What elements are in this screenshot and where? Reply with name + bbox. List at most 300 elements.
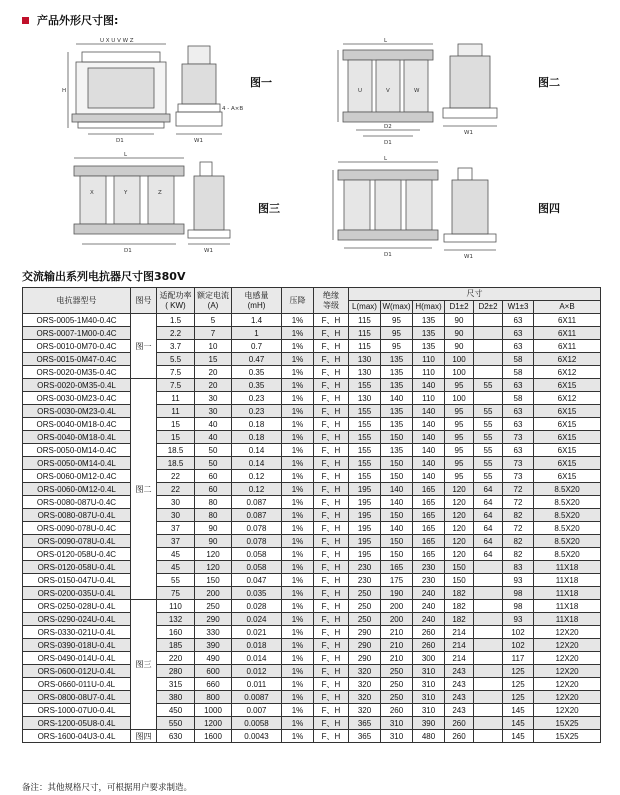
cell-power: 55	[157, 574, 195, 587]
cell-w-max: 260	[381, 704, 413, 717]
cell-voltage-drop: 1%	[282, 353, 314, 366]
cell-power: 1.5	[157, 314, 195, 327]
table-title: 交流输出系列电抗器尺寸图380V	[22, 270, 186, 283]
figure4-side-view	[444, 168, 496, 250]
cell-insulation: F、H	[314, 392, 349, 405]
header-inductance: 电感量 (mH)	[232, 288, 282, 314]
cell-w1: 73	[503, 470, 534, 483]
cell-w1: 63	[503, 418, 534, 431]
cell-h-max: 110	[413, 392, 445, 405]
cell-current: 90	[195, 535, 232, 548]
cell-w-max: 150	[381, 431, 413, 444]
cell-insulation: F、H	[314, 548, 349, 561]
cell-insulation: F、H	[314, 418, 349, 431]
cell-current: 5	[195, 314, 232, 327]
cell-insulation: F、H	[314, 366, 349, 379]
cell-w1: 63	[503, 340, 534, 353]
cell-d2	[474, 730, 503, 743]
cell-voltage-drop: 1%	[282, 535, 314, 548]
cell-w-max: 250	[381, 678, 413, 691]
cell-w-max: 95	[381, 314, 413, 327]
cell-d1: 95	[445, 379, 474, 392]
cell-w-max: 210	[381, 626, 413, 639]
cell-h-max: 135	[413, 340, 445, 353]
cell-model: ORS-0800-08U7-0.4L	[23, 691, 131, 704]
cell-voltage-drop: 1%	[282, 327, 314, 340]
cell-current: 120	[195, 548, 232, 561]
cell-model: ORS-0040-0M18-0.4C	[23, 418, 131, 431]
cell-power: 22	[157, 470, 195, 483]
cell-w1: 58	[503, 366, 534, 379]
cell-l-max: 365	[349, 717, 381, 730]
cell-insulation: F、H	[314, 522, 349, 535]
figure-cell: 图一	[131, 314, 157, 379]
dim-l-fig2: L	[384, 38, 388, 44]
cell-voltage-drop: 1%	[282, 509, 314, 522]
cell-insulation: F、H	[314, 574, 349, 587]
cell-d2	[474, 665, 503, 678]
cell-current: 80	[195, 509, 232, 522]
cell-d2: 55	[474, 379, 503, 392]
cell-model: ORS-0660-011U-0.4L	[23, 678, 131, 691]
cell-power: 2.2	[157, 327, 195, 340]
cell-voltage-drop: 1%	[282, 600, 314, 613]
terminal-z: Z	[158, 190, 162, 196]
cell-power: 280	[157, 665, 195, 678]
cell-inductance: 0.014	[232, 652, 282, 665]
cell-h-max: 165	[413, 535, 445, 548]
cell-l-max: 155	[349, 444, 381, 457]
cell-axb: 8.5X20	[534, 496, 601, 509]
cell-d2: 55	[474, 405, 503, 418]
cell-h-max: 135	[413, 327, 445, 340]
cell-d2	[474, 587, 503, 600]
cell-w-max: 150	[381, 457, 413, 470]
cell-insulation: F、H	[314, 483, 349, 496]
cell-w1: 63	[503, 379, 534, 392]
cell-d1: 182	[445, 613, 474, 626]
table-row	[23, 691, 601, 704]
cell-h-max: 260	[413, 639, 445, 652]
cell-h-max: 240	[413, 587, 445, 600]
cell-insulation: F、H	[314, 691, 349, 704]
cell-voltage-drop: 1%	[282, 548, 314, 561]
cell-w1: 145	[503, 730, 534, 743]
cell-w-max: 250	[381, 691, 413, 704]
cell-power: 160	[157, 626, 195, 639]
cell-l-max: 195	[349, 522, 381, 535]
cell-axb: 12X20	[534, 626, 601, 639]
cell-w1: 93	[503, 574, 534, 587]
cell-axb: 8.5X20	[534, 509, 601, 522]
cell-current: 1200	[195, 717, 232, 730]
cell-inductance: 0.12	[232, 470, 282, 483]
cell-inductance: 1.4	[232, 314, 282, 327]
cell-current: 150	[195, 574, 232, 587]
cell-d1: 243	[445, 665, 474, 678]
cell-l-max: 290	[349, 652, 381, 665]
section-bullet	[22, 17, 29, 24]
cell-power: 37	[157, 535, 195, 548]
cell-axb: 8.5X20	[534, 522, 601, 535]
cell-axb: 11X18	[534, 574, 601, 587]
cell-inductance: 0.024	[232, 613, 282, 626]
cell-voltage-drop: 1%	[282, 457, 314, 470]
cell-d1: 214	[445, 626, 474, 639]
header-voltage-drop: 压降	[282, 288, 314, 314]
cell-insulation: F、H	[314, 730, 349, 743]
cell-power: 132	[157, 613, 195, 626]
cell-w1: 58	[503, 353, 534, 366]
cell-h-max: 230	[413, 574, 445, 587]
cell-d2	[474, 600, 503, 613]
figure-cell: 图三	[131, 600, 157, 730]
cell-inductance: 0.058	[232, 548, 282, 561]
figure-label-3: 图三	[258, 202, 280, 215]
cell-h-max: 300	[413, 652, 445, 665]
header-size: 尺寸	[349, 288, 601, 301]
cell-h-max: 110	[413, 353, 445, 366]
cell-power: 45	[157, 561, 195, 574]
cell-d2: 64	[474, 548, 503, 561]
cell-model: ORS-0005-1M40-0.4C	[23, 314, 131, 327]
cell-h-max: 135	[413, 314, 445, 327]
cell-power: 75	[157, 587, 195, 600]
cell-model: ORS-0080-087U-0.4L	[23, 509, 131, 522]
cell-current: 1600	[195, 730, 232, 743]
cell-current: 60	[195, 470, 232, 483]
table-row	[23, 340, 601, 353]
header-axb: A×B	[534, 301, 601, 314]
header-current: 额定电流 (A)	[195, 288, 232, 314]
cell-h-max: 480	[413, 730, 445, 743]
cell-inductance: 0.7	[232, 340, 282, 353]
cell-w1: 93	[503, 613, 534, 626]
cell-axb: 11X18	[534, 613, 601, 626]
cell-insulation: F、H	[314, 431, 349, 444]
cell-w1: 145	[503, 704, 534, 717]
terminal-u: U	[358, 88, 363, 94]
cell-power: 30	[157, 496, 195, 509]
cell-model: ORS-0020-0M35-0.4C	[23, 366, 131, 379]
cell-inductance: 0.021	[232, 626, 282, 639]
cell-inductance: 0.087	[232, 509, 282, 522]
cell-model: ORS-0490-014U-0.4L	[23, 652, 131, 665]
figure1-side-view	[176, 46, 222, 134]
table-row	[23, 496, 601, 509]
cell-current: 50	[195, 457, 232, 470]
cell-axb: 6X15	[534, 431, 601, 444]
cell-w-max: 135	[381, 405, 413, 418]
cell-power: 45	[157, 548, 195, 561]
table-row	[23, 314, 601, 327]
cell-inductance: 0.012	[232, 665, 282, 678]
cell-model: ORS-0060-0M12-0.4C	[23, 470, 131, 483]
cell-axb: 6X15	[534, 457, 601, 470]
cell-voltage-drop: 1%	[282, 405, 314, 418]
cell-d2: 64	[474, 522, 503, 535]
cell-current: 80	[195, 496, 232, 509]
table-row	[23, 522, 601, 535]
cell-current: 30	[195, 405, 232, 418]
cell-l-max: 130	[349, 392, 381, 405]
cell-w-max: 140	[381, 483, 413, 496]
cell-l-max: 290	[349, 626, 381, 639]
table-row	[23, 509, 601, 522]
cell-power: 11	[157, 392, 195, 405]
cell-d1: 120	[445, 522, 474, 535]
cell-l-max: 155	[349, 405, 381, 418]
cell-w-max: 150	[381, 509, 413, 522]
section-heading	[22, 12, 118, 28]
cell-inductance: 0.058	[232, 561, 282, 574]
cell-axb: 12X20	[534, 639, 601, 652]
cell-current: 120	[195, 561, 232, 574]
cell-insulation: F、H	[314, 678, 349, 691]
section-title: 产品外形尺寸图:	[37, 14, 119, 27]
cell-power: 110	[157, 600, 195, 613]
cell-voltage-drop: 1%	[282, 678, 314, 691]
spec-table	[22, 287, 601, 743]
cell-w-max: 310	[381, 730, 413, 743]
figure-label-1: 图一	[250, 76, 272, 89]
cell-inductance: 0.078	[232, 535, 282, 548]
cell-inductance: 0.035	[232, 587, 282, 600]
cell-l-max: 320	[349, 665, 381, 678]
cell-insulation: F、H	[314, 717, 349, 730]
cell-voltage-drop: 1%	[282, 340, 314, 353]
cell-axb: 6X12	[534, 366, 601, 379]
header-w-max: W(max)	[381, 301, 413, 314]
cell-power: 3.7	[157, 340, 195, 353]
cell-d2	[474, 353, 503, 366]
cell-d2	[474, 717, 503, 730]
dim-d1-fig3: D1	[124, 248, 132, 254]
cell-d1: 120	[445, 483, 474, 496]
table-row	[23, 639, 601, 652]
cell-w-max: 140	[381, 496, 413, 509]
cell-d1: 95	[445, 457, 474, 470]
table-row	[23, 613, 601, 626]
cell-d1: 90	[445, 327, 474, 340]
cell-d2	[474, 678, 503, 691]
cell-d1: 95	[445, 444, 474, 457]
cell-axb: 12X20	[534, 678, 601, 691]
cell-d2: 55	[474, 418, 503, 431]
cell-w1: 98	[503, 600, 534, 613]
cell-w1: 73	[503, 457, 534, 470]
cell-w1: 72	[503, 522, 534, 535]
cell-h-max: 390	[413, 717, 445, 730]
cell-d2: 64	[474, 535, 503, 548]
cell-model: ORS-0200-035U-0.4L	[23, 587, 131, 600]
cell-inductance: 0.018	[232, 639, 282, 652]
dim-h-fig1: H	[62, 88, 67, 94]
cell-voltage-drop: 1%	[282, 522, 314, 535]
cell-voltage-drop: 1%	[282, 626, 314, 639]
table-row	[23, 327, 601, 340]
cell-w-max: 95	[381, 327, 413, 340]
table-row	[23, 652, 601, 665]
cell-voltage-drop: 1%	[282, 431, 314, 444]
cell-h-max: 165	[413, 509, 445, 522]
cell-h-max: 140	[413, 379, 445, 392]
cell-w1: 98	[503, 587, 534, 600]
cell-w-max: 135	[381, 444, 413, 457]
cell-d1: 90	[445, 314, 474, 327]
cell-insulation: F、H	[314, 561, 349, 574]
dim-w1-fig3: W1	[204, 248, 213, 254]
dim-w1-fig1: W1	[194, 138, 203, 144]
table-row	[23, 470, 601, 483]
figure-label-4: 图四	[538, 202, 560, 215]
cell-l-max: 115	[349, 327, 381, 340]
cell-w-max: 135	[381, 418, 413, 431]
cell-power: 7.5	[157, 379, 195, 392]
cell-model: ORS-0120-058U-0.4L	[23, 561, 131, 574]
cell-l-max: 290	[349, 639, 381, 652]
cell-inductance: 0.35	[232, 379, 282, 392]
cell-h-max: 165	[413, 522, 445, 535]
cell-inductance: 0.047	[232, 574, 282, 587]
cell-l-max: 195	[349, 535, 381, 548]
cell-axb: 6X11	[534, 314, 601, 327]
cell-voltage-drop: 1%	[282, 561, 314, 574]
table-row	[23, 665, 601, 678]
cell-axb: 15X25	[534, 717, 601, 730]
table-row	[23, 730, 601, 743]
table-row	[23, 600, 601, 613]
cell-power: 22	[157, 483, 195, 496]
cell-d2: 55	[474, 457, 503, 470]
cell-w-max: 150	[381, 548, 413, 561]
table-row	[23, 561, 601, 574]
cell-d2	[474, 613, 503, 626]
cell-d2: 55	[474, 431, 503, 444]
cell-power: 5.5	[157, 353, 195, 366]
cell-w1: 63	[503, 405, 534, 418]
cell-l-max: 130	[349, 366, 381, 379]
cell-inductance: 0.0043	[232, 730, 282, 743]
cell-voltage-drop: 1%	[282, 691, 314, 704]
cell-h-max: 140	[413, 418, 445, 431]
cell-h-max: 240	[413, 600, 445, 613]
cell-axb: 12X20	[534, 652, 601, 665]
cell-model: ORS-0390-018U-0.4L	[23, 639, 131, 652]
cell-l-max: 195	[349, 483, 381, 496]
cell-voltage-drop: 1%	[282, 717, 314, 730]
cell-voltage-drop: 1%	[282, 470, 314, 483]
cell-d1: 150	[445, 561, 474, 574]
cell-inductance: 0.35	[232, 366, 282, 379]
terminal-w: W	[414, 88, 420, 94]
cell-w-max: 135	[381, 353, 413, 366]
cell-l-max: 155	[349, 457, 381, 470]
footnote: 备注：其他规格尺寸，可根据用户要求制造。	[22, 782, 193, 792]
cell-voltage-drop: 1%	[282, 444, 314, 457]
cell-model: ORS-0330-021U-0.4L	[23, 626, 131, 639]
cell-d1: 120	[445, 509, 474, 522]
cell-w-max: 175	[381, 574, 413, 587]
cell-d1: 120	[445, 548, 474, 561]
figure2-side-view	[443, 44, 497, 126]
cell-inductance: 0.087	[232, 496, 282, 509]
cell-voltage-drop: 1%	[282, 704, 314, 717]
cell-h-max: 165	[413, 496, 445, 509]
cell-l-max: 250	[349, 600, 381, 613]
cell-d1: 95	[445, 470, 474, 483]
cell-l-max: 250	[349, 587, 381, 600]
cell-current: 330	[195, 626, 232, 639]
cell-model: ORS-0015-0M47-0.4C	[23, 353, 131, 366]
cell-w-max: 190	[381, 587, 413, 600]
cell-inductance: 1	[232, 327, 282, 340]
cell-w1: 125	[503, 691, 534, 704]
table-row	[23, 353, 601, 366]
cell-d2	[474, 561, 503, 574]
cell-d2	[474, 392, 503, 405]
cell-d1: 95	[445, 405, 474, 418]
cell-d2: 55	[474, 444, 503, 457]
cell-insulation: F、H	[314, 496, 349, 509]
cell-insulation: F、H	[314, 600, 349, 613]
cell-inductance: 0.23	[232, 392, 282, 405]
cell-axb: 8.5X20	[534, 483, 601, 496]
figure1-front-view	[68, 44, 170, 134]
cell-axb: 6X15	[534, 470, 601, 483]
cell-w1: 102	[503, 626, 534, 639]
cell-model: ORS-0060-0M12-0.4L	[23, 483, 131, 496]
cell-inductance: 0.18	[232, 431, 282, 444]
cell-d2: 55	[474, 470, 503, 483]
cell-current: 490	[195, 652, 232, 665]
cell-model: ORS-0010-0M70-0.4C	[23, 340, 131, 353]
cell-power: 550	[157, 717, 195, 730]
cell-model: ORS-1200-05U8-0.4L	[23, 717, 131, 730]
cell-inductance: 0.14	[232, 457, 282, 470]
cell-axb: 8.5X20	[534, 548, 601, 561]
cell-voltage-drop: 1%	[282, 366, 314, 379]
cell-w1: 82	[503, 509, 534, 522]
cell-w-max: 135	[381, 366, 413, 379]
cell-d2	[474, 704, 503, 717]
cell-insulation: F、H	[314, 509, 349, 522]
cell-insulation: F、H	[314, 587, 349, 600]
table-row	[23, 704, 601, 717]
cell-axb: 6X11	[534, 340, 601, 353]
cell-current: 390	[195, 639, 232, 652]
cell-l-max: 155	[349, 431, 381, 444]
cell-voltage-drop: 1%	[282, 730, 314, 743]
cell-w-max: 250	[381, 665, 413, 678]
dim-hole-fig1: 4 - A×B	[222, 106, 244, 112]
cell-l-max: 320	[349, 691, 381, 704]
cell-l-max: 155	[349, 470, 381, 483]
cell-h-max: 260	[413, 626, 445, 639]
dim-coil-terminals: U X U V W Z	[100, 38, 134, 44]
cell-voltage-drop: 1%	[282, 665, 314, 678]
table-row	[23, 548, 601, 561]
table-row	[23, 678, 601, 691]
header-d1: D1±2	[445, 301, 474, 314]
cell-l-max: 365	[349, 730, 381, 743]
cell-w1: 82	[503, 535, 534, 548]
cell-current: 20	[195, 366, 232, 379]
cell-w-max: 150	[381, 470, 413, 483]
cell-axb: 11X18	[534, 561, 601, 574]
cell-inductance: 0.028	[232, 600, 282, 613]
cell-l-max: 320	[349, 704, 381, 717]
